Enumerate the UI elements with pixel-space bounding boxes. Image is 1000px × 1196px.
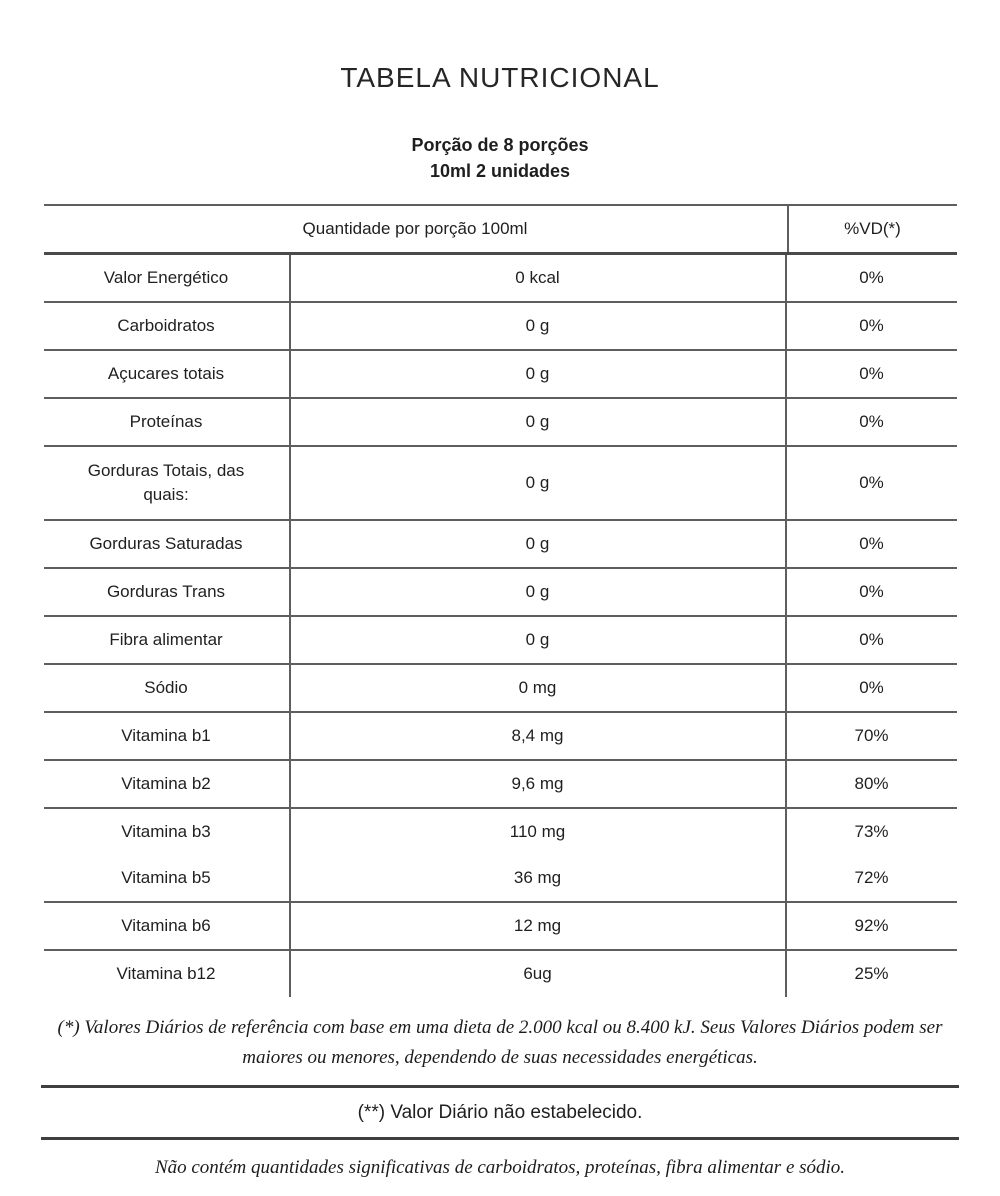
row-vd: 0% xyxy=(859,473,884,492)
table-row xyxy=(44,303,957,351)
row-vd: 0% xyxy=(859,582,884,601)
row-label: Gorduras Trans xyxy=(106,582,226,601)
row-value: 0 kcal xyxy=(289,255,787,301)
row-vd: 70% xyxy=(854,726,889,745)
header-quantity: Quantidade por porção 100ml xyxy=(302,219,528,238)
table-row xyxy=(44,855,957,903)
row-label: Proteínas xyxy=(129,412,203,431)
row-label: Vitamina b6 xyxy=(121,916,211,935)
row-value: 0 g xyxy=(289,569,787,615)
row-value: 0 mg xyxy=(289,665,787,711)
row-vd: 0% xyxy=(859,364,884,383)
daily-values-footnote: (*) Valores Diários de referência com base em uma dieta de 2.000 kcal ou 8.400 kJ. Seus Valores Diários podem ser maiores ou menores, dependendo de suas necessidades energéticas. xyxy=(57,1017,943,1068)
row-value: 8,4 mg xyxy=(289,713,787,759)
row-vd: 0% xyxy=(859,316,884,335)
header-vd: %VD(*) xyxy=(787,206,957,252)
row-label: Sódio xyxy=(144,678,188,697)
row-label: Vitamina b2 xyxy=(121,774,211,793)
row-label: Vitamina b1 xyxy=(121,726,211,745)
table-header-row xyxy=(44,206,957,255)
row-vd: 25% xyxy=(854,964,889,983)
row-value: 0 g xyxy=(289,399,787,445)
row-label: Vitamina b5 xyxy=(121,868,211,887)
row-value: 36 mg xyxy=(289,855,787,901)
table-row xyxy=(44,617,957,665)
row-value: 0 g xyxy=(289,447,787,519)
row-vd: 0% xyxy=(859,630,884,649)
serving-line-1: Porção de 8 porções xyxy=(411,135,589,155)
table-row xyxy=(44,447,957,521)
no-significant-amounts-footnote: Não contém quantidades significativas de carboidratos, proteínas, fibra alimentar e sódio. xyxy=(154,1157,846,1178)
row-label: Gorduras Totais, das quais: xyxy=(87,461,245,504)
row-label: Carboidratos xyxy=(117,316,215,335)
row-vd: 72% xyxy=(854,868,889,887)
nutrition-table xyxy=(44,204,957,997)
row-value: 110 mg xyxy=(289,809,787,855)
row-vd: 0% xyxy=(859,678,884,697)
row-vd: 80% xyxy=(854,774,889,793)
serving-line-2: 10ml 2 unidades xyxy=(429,161,571,181)
table-row xyxy=(44,761,957,809)
row-value: 0 g xyxy=(289,303,787,349)
row-label: Vitamina b3 xyxy=(121,822,211,841)
row-vd: 0% xyxy=(859,412,884,431)
row-label: Vitamina b12 xyxy=(116,964,216,983)
row-value: 0 g xyxy=(289,521,787,567)
table-row xyxy=(44,255,957,303)
row-value: 0 g xyxy=(289,351,787,397)
page-title: TABELA NUTRICIONAL xyxy=(340,62,660,93)
row-vd: 0% xyxy=(859,268,884,287)
table-row xyxy=(44,665,957,713)
table-row xyxy=(44,809,957,855)
row-label: Gorduras Saturadas xyxy=(89,534,243,553)
table-row xyxy=(44,521,957,569)
row-vd: 0% xyxy=(859,534,884,553)
serving-info xyxy=(0,132,1000,184)
row-label: Açucares totais xyxy=(107,364,225,383)
row-label: Valor Energético xyxy=(103,268,229,287)
table-row xyxy=(44,351,957,399)
table-row xyxy=(44,569,957,617)
table-row xyxy=(44,713,957,761)
row-value: 6ug xyxy=(289,951,787,997)
row-value: 0 g xyxy=(289,617,787,663)
row-value: 12 mg xyxy=(289,903,787,949)
table-row xyxy=(44,951,957,997)
row-label: Fibra alimentar xyxy=(109,630,223,649)
row-vd: 73% xyxy=(854,822,889,841)
divider-line xyxy=(41,1137,959,1140)
row-vd: 92% xyxy=(854,916,889,935)
row-value: 9,6 mg xyxy=(289,761,787,807)
table-row xyxy=(44,399,957,447)
table-row xyxy=(44,903,957,951)
not-established-footnote: (**) Valor Diário não estabelecido. xyxy=(357,1102,643,1123)
